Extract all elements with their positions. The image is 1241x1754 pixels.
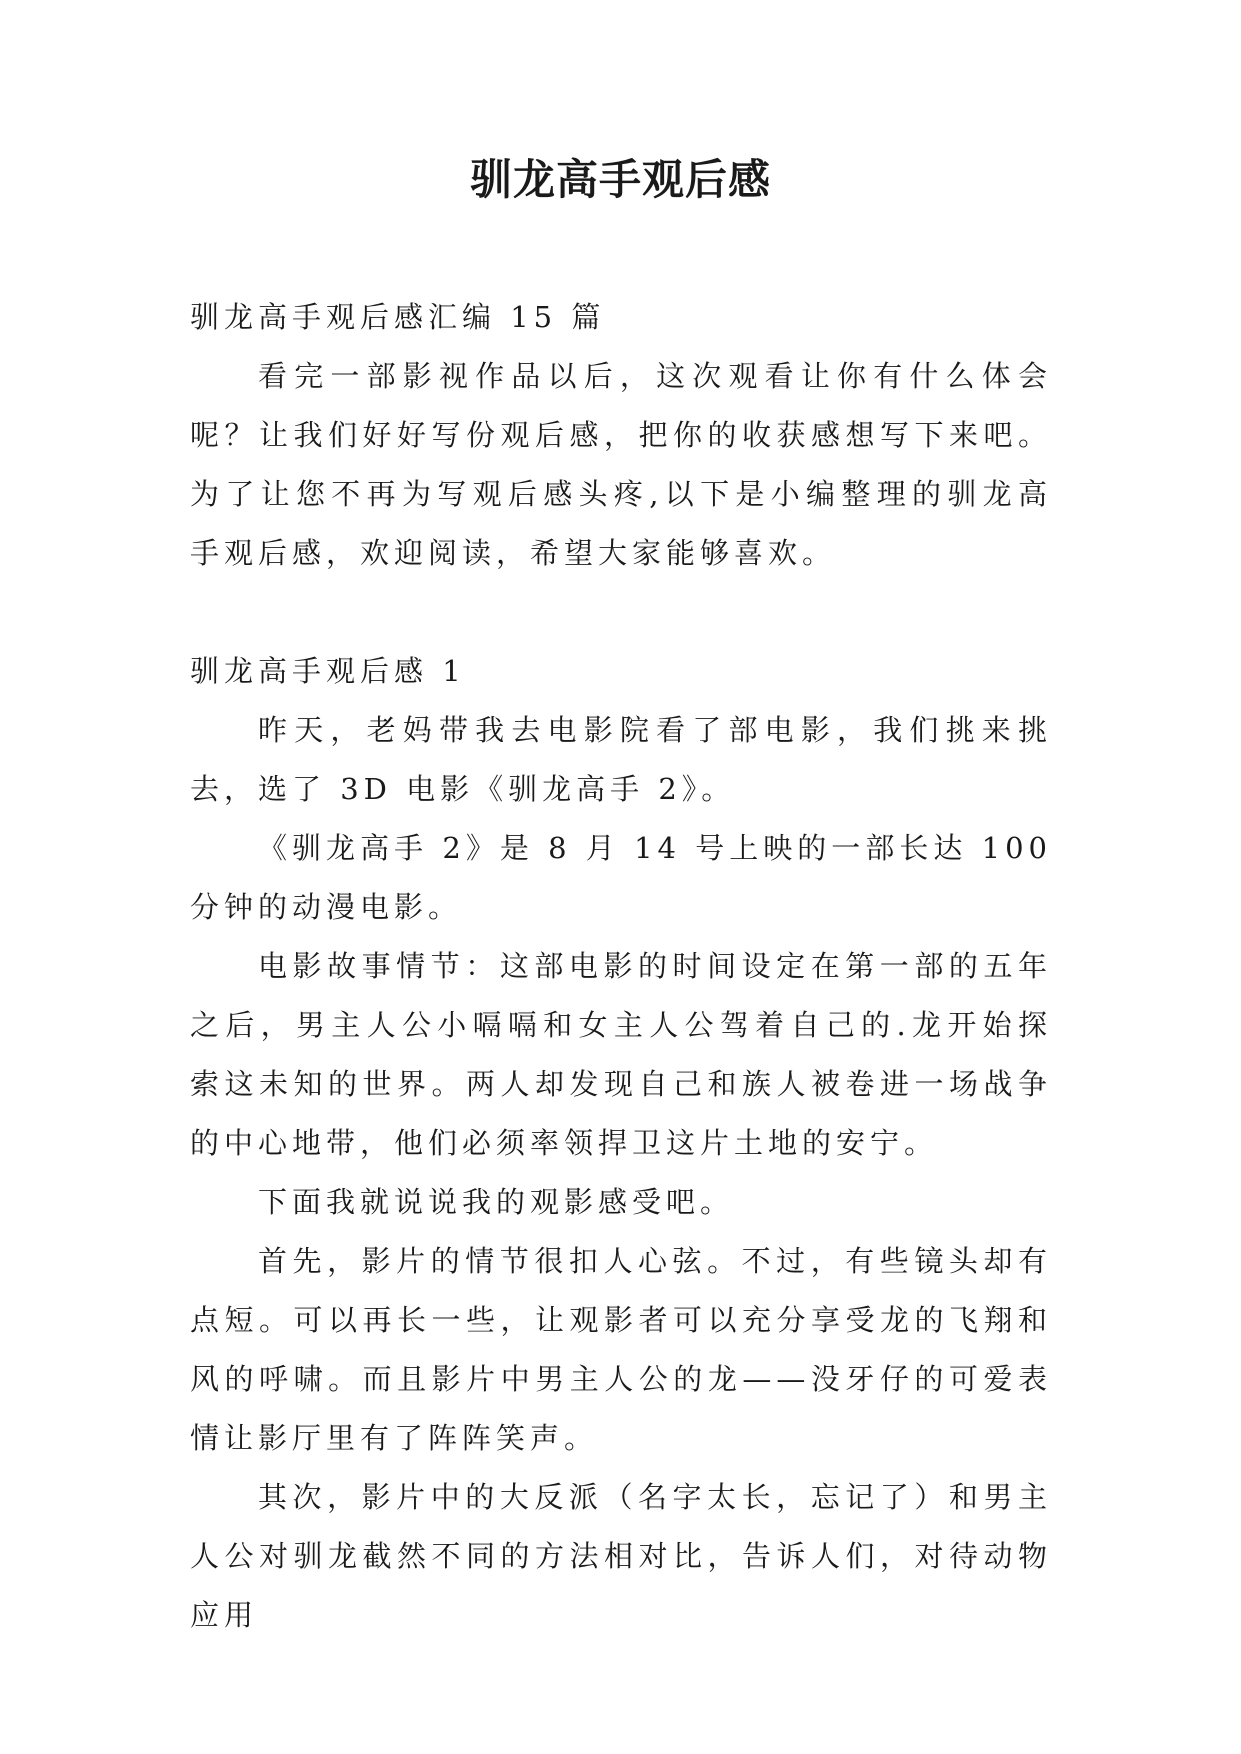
body-paragraph: 首先，影片的情节很扣人心弦。不过，有些镜头却有点短。可以再长一些，让观影者可以充分享受龙的飞翔和风的呼啸。而且影片中男主人公的龙——没牙仔的可爱表情让影厅里有了阵阵笑声。: [190, 1244, 1052, 1455]
body-paragraph: 电影故事情节：这部电影的时间设定在第一部的五年之后，男主人公小嗝嗝和女主人公驾着自己的.龙开始探索这未知的世界。两人却发现自己和族人被卷进一场战争的中心地带，他们必须率领捍卫这片土地的安宁。: [190, 949, 1052, 1160]
intro-heading: 驯龙高手观后感汇编 15 篇: [190, 300, 606, 334]
section-spacer: [190, 583, 1052, 642]
intro-paragraph: 看完一部影视作品以后，这次观看让你有什么体会呢？让我们好好写份观后感，把你的收获感想写下来吧。为了让您不再为写观后感头疼,以下是小编整理的驯龙高手观后感，欢迎阅读，希望大家能够喜欢。: [190, 359, 1052, 570]
document-title: 驯龙高手观后感: [469, 155, 771, 204]
body-paragraph: 《驯龙高手 2》是 8 月 14 号上映的一部长达 100 分钟的动漫电影。: [190, 831, 1052, 924]
body-paragraph: 其次，影片中的大反派（名字太长，忘记了）和男主人公对驯龙截然不同的方法相对比，告诉人们，对待动物应用: [190, 1480, 1052, 1632]
body-paragraph: 下面我就说说我的观影感受吧。: [258, 1185, 735, 1219]
section-heading: 驯龙高手观后感 1: [190, 654, 466, 688]
document-body: [190, 288, 1052, 1645]
body-paragraph: 昨天，老妈带我去电影院看了部电影，我们挑来挑去，选了 3D 电影《驯龙高手 2》。: [190, 713, 1052, 806]
